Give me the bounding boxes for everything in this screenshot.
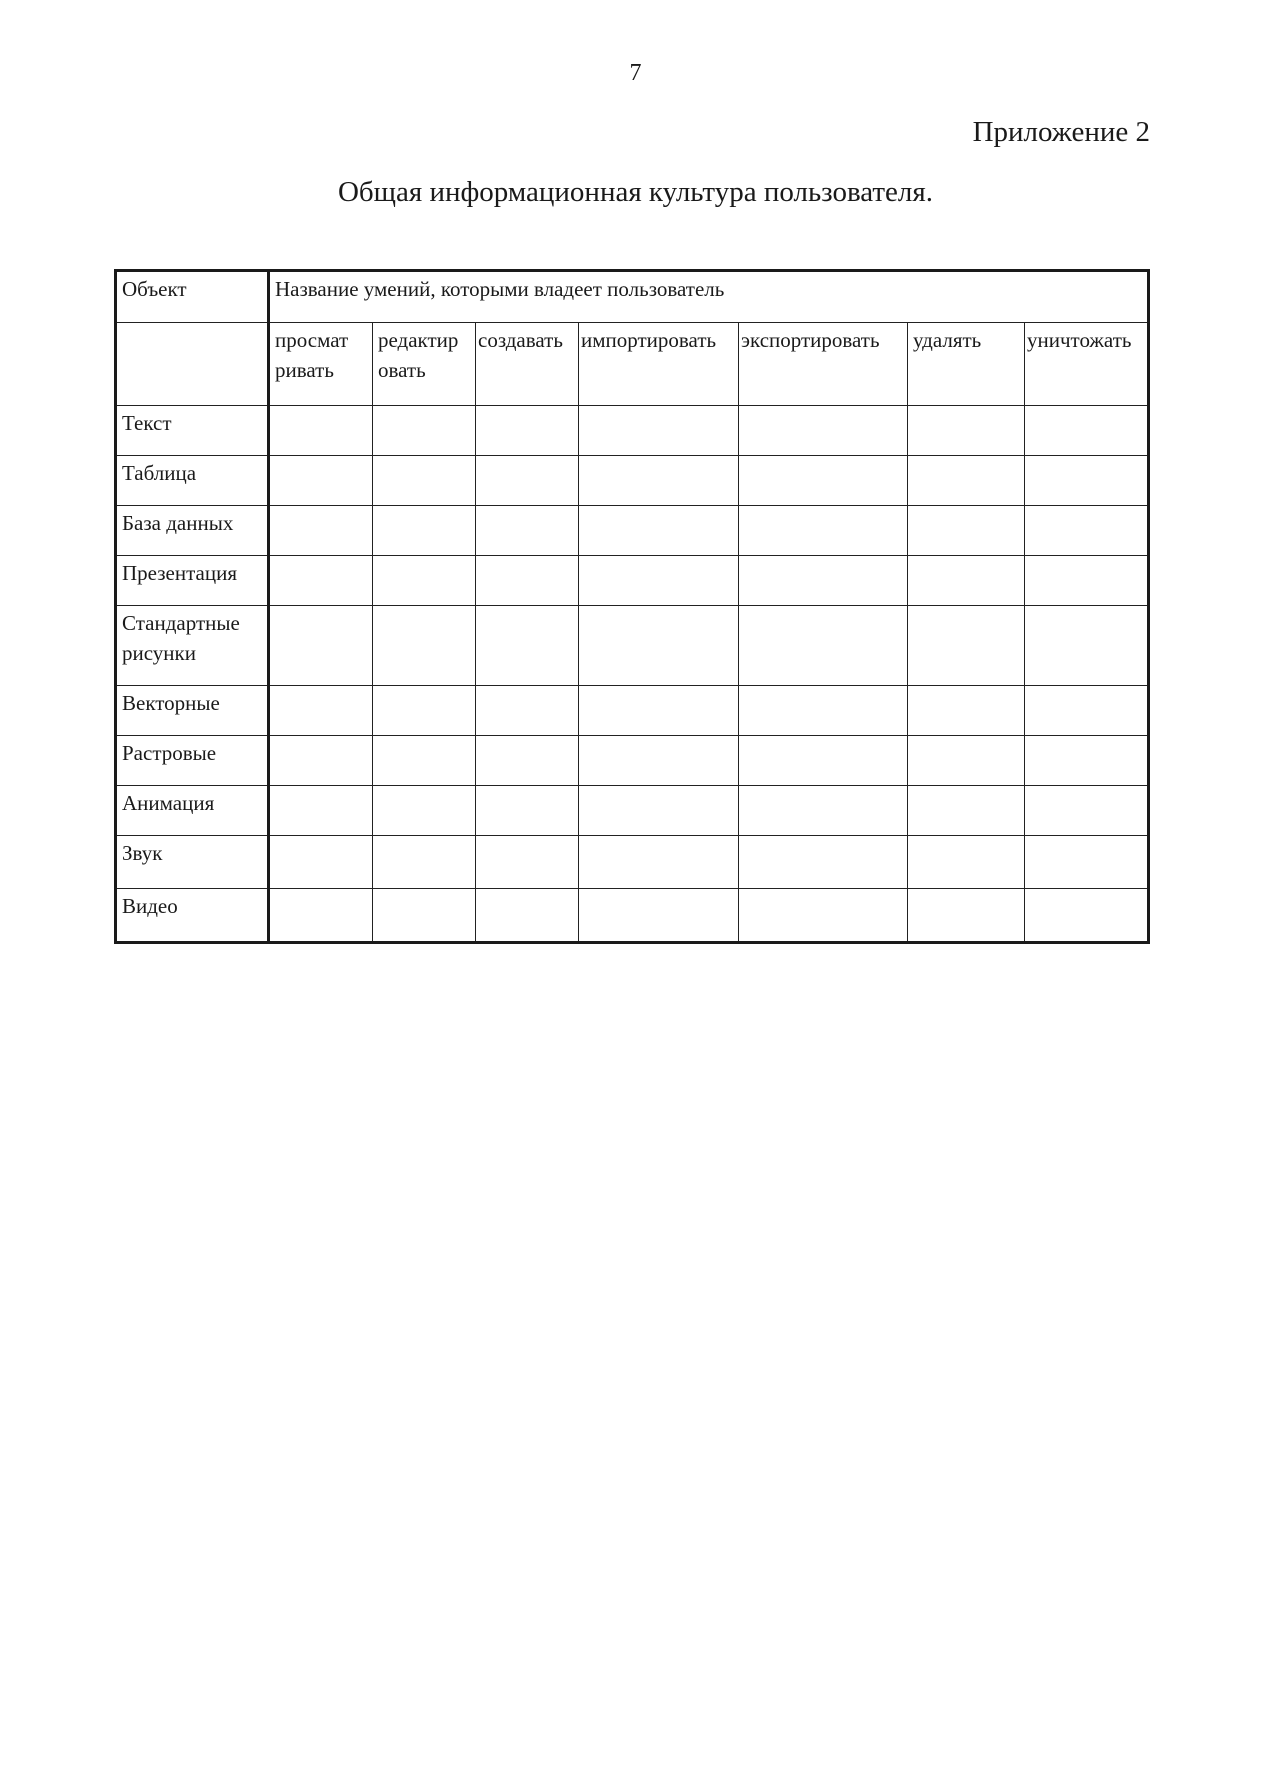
empty-cell xyxy=(579,686,739,736)
empty-cell xyxy=(1025,456,1149,506)
table-row xyxy=(116,686,1149,736)
column-header: уничтожать xyxy=(1025,323,1149,406)
empty-cell xyxy=(908,556,1025,606)
appendix-label: Приложение 2 xyxy=(972,116,1150,148)
row-label: Растровые xyxy=(116,736,269,786)
empty-cell xyxy=(908,889,1025,943)
empty-cell xyxy=(1025,786,1149,836)
empty-cell xyxy=(269,406,373,456)
empty-cell xyxy=(579,456,739,506)
empty-cell xyxy=(269,686,373,736)
row-label: Видео xyxy=(116,889,269,943)
empty-cell xyxy=(579,786,739,836)
empty-cell xyxy=(739,506,908,556)
empty-cell xyxy=(908,836,1025,889)
column-header: удалять xyxy=(908,323,1025,406)
empty-cell xyxy=(373,686,476,736)
empty-cell xyxy=(579,506,739,556)
empty-cell xyxy=(908,406,1025,456)
empty-cell xyxy=(739,736,908,786)
empty-cell xyxy=(908,456,1025,506)
empty-cell xyxy=(476,606,579,686)
row-label: Звук xyxy=(116,836,269,889)
row-label: Векторные xyxy=(116,686,269,736)
empty-cell xyxy=(373,406,476,456)
table-row xyxy=(116,606,1149,686)
empty-cell xyxy=(476,889,579,943)
table-header-row xyxy=(116,271,1149,323)
skills-subheader-row xyxy=(116,323,1149,406)
empty-cell xyxy=(269,456,373,506)
row-label: Анимация xyxy=(116,786,269,836)
empty-cell xyxy=(1025,606,1149,686)
empty-cell xyxy=(579,889,739,943)
empty-cell xyxy=(739,836,908,889)
empty-cell xyxy=(739,606,908,686)
column-header: редактир овать xyxy=(373,323,476,406)
table-row xyxy=(116,556,1149,606)
row-label: Презентация xyxy=(116,556,269,606)
table-row xyxy=(116,456,1149,506)
empty-cell xyxy=(1025,686,1149,736)
page-number: 7 xyxy=(629,60,642,86)
skills-table xyxy=(114,269,1150,944)
empty-corner-cell xyxy=(116,323,269,406)
empty-cell xyxy=(476,456,579,506)
empty-cell xyxy=(908,686,1025,736)
table-row xyxy=(116,836,1149,889)
empty-cell xyxy=(476,406,579,456)
empty-cell xyxy=(269,889,373,943)
empty-cell xyxy=(1025,836,1149,889)
empty-cell xyxy=(269,736,373,786)
empty-cell xyxy=(269,556,373,606)
empty-cell xyxy=(1025,506,1149,556)
row-label: Стандартные рисунки xyxy=(116,606,269,686)
empty-cell xyxy=(1025,556,1149,606)
row-label: Таблица xyxy=(116,456,269,506)
empty-cell xyxy=(476,786,579,836)
empty-cell xyxy=(373,736,476,786)
table-row xyxy=(116,406,1149,456)
empty-cell xyxy=(476,836,579,889)
empty-cell xyxy=(579,556,739,606)
row-label: Текст xyxy=(116,406,269,456)
empty-cell xyxy=(373,456,476,506)
empty-cell xyxy=(373,889,476,943)
empty-cell xyxy=(908,506,1025,556)
table-row xyxy=(116,506,1149,556)
empty-cell xyxy=(739,456,908,506)
empty-cell xyxy=(739,786,908,836)
empty-cell xyxy=(476,686,579,736)
column-header: просмат ривать xyxy=(269,323,373,406)
empty-cell xyxy=(476,736,579,786)
empty-cell xyxy=(1025,406,1149,456)
empty-cell xyxy=(269,606,373,686)
empty-cell xyxy=(373,786,476,836)
empty-cell xyxy=(269,506,373,556)
empty-cell xyxy=(373,506,476,556)
column-header: импортировать xyxy=(579,323,739,406)
empty-cell xyxy=(1025,736,1149,786)
column-header: экспортировать xyxy=(739,323,908,406)
empty-cell xyxy=(908,736,1025,786)
document-title: Общая информационная культура пользователя. xyxy=(337,176,933,208)
empty-cell xyxy=(373,556,476,606)
empty-cell xyxy=(739,556,908,606)
empty-cell xyxy=(269,836,373,889)
empty-cell xyxy=(269,786,373,836)
table-row xyxy=(116,889,1149,943)
empty-cell xyxy=(908,786,1025,836)
empty-cell xyxy=(579,406,739,456)
object-header-cell: Объект xyxy=(116,271,269,323)
column-header: создавать xyxy=(476,323,579,406)
empty-cell xyxy=(739,406,908,456)
empty-cell xyxy=(579,736,739,786)
empty-cell xyxy=(476,556,579,606)
empty-cell xyxy=(373,606,476,686)
empty-cell xyxy=(739,889,908,943)
empty-cell xyxy=(1025,889,1149,943)
empty-cell xyxy=(579,606,739,686)
empty-cell xyxy=(579,836,739,889)
empty-cell xyxy=(476,506,579,556)
table-row xyxy=(116,736,1149,786)
skills-header-cell: Название умений, которыми владеет пользователь xyxy=(269,271,1149,323)
empty-cell xyxy=(373,836,476,889)
table-row xyxy=(116,786,1149,836)
row-label: База данных xyxy=(116,506,269,556)
empty-cell xyxy=(908,606,1025,686)
empty-cell xyxy=(739,686,908,736)
